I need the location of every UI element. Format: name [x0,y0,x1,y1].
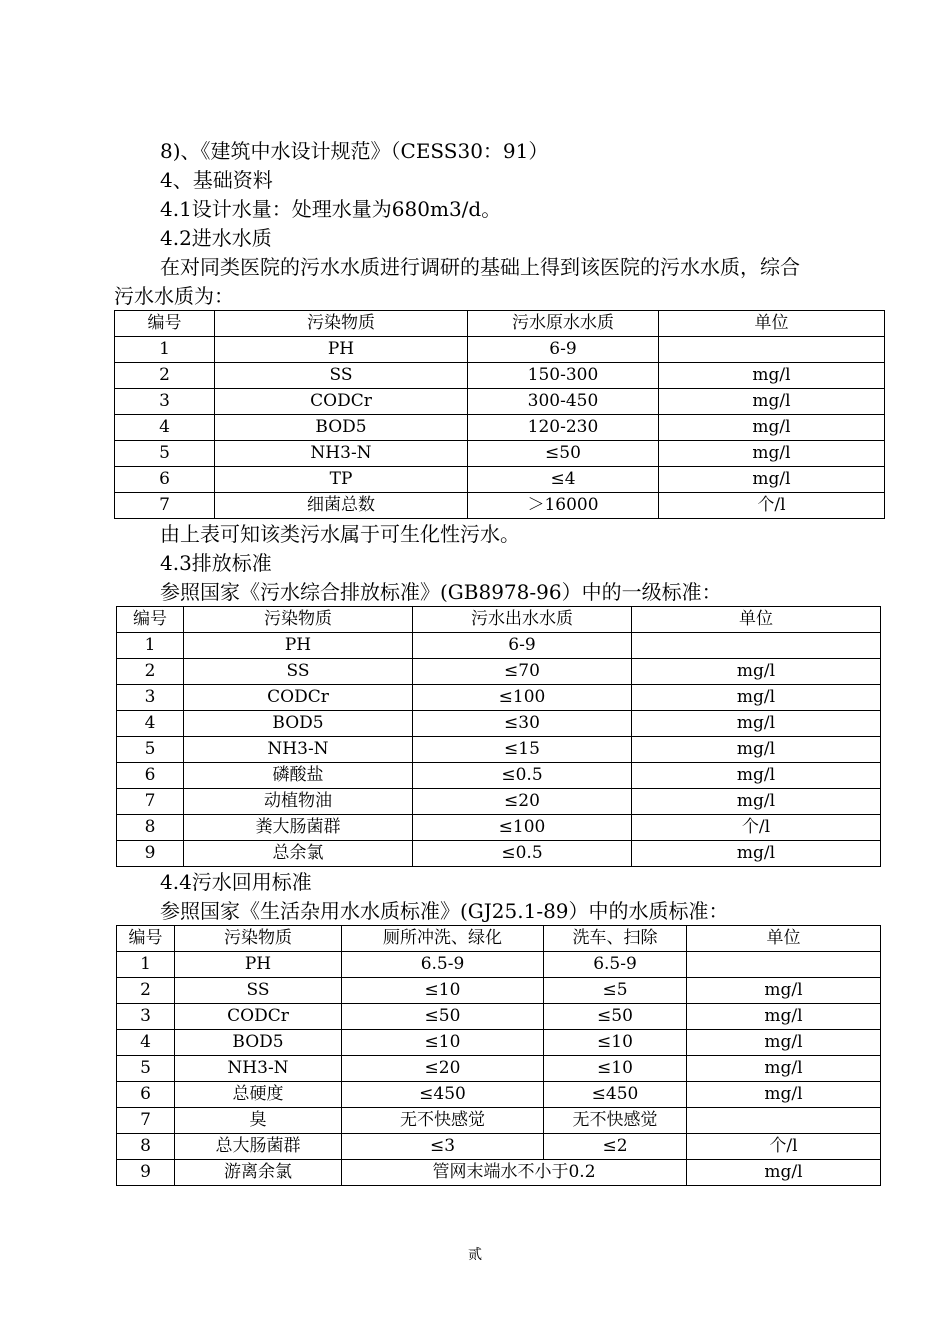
table-row [117,737,881,763]
table-cell: NH3-N [175,1056,342,1082]
table-cell: BOD5 [215,415,468,441]
table-cell: ≤50 [342,1004,544,1030]
table-header-row [117,607,881,633]
table-cell: 6 [117,1082,175,1108]
table-cell: mg/l [632,841,881,867]
table-cell: PH [215,337,468,363]
paragraph-influent-line2: 污水水质为： [114,284,234,308]
table-row [117,1004,881,1030]
table-cell: 9 [117,841,184,867]
table-cell: 7 [115,493,215,519]
table-cell: 3 [117,1004,175,1030]
table-cell: 无不快感觉 [342,1108,544,1134]
table-cell: NH3-N [215,441,468,467]
table-cell: 1 [117,633,184,659]
header-cell: 污水出水水质 [413,607,632,633]
table-cell: 6-9 [468,337,659,363]
table-cell: 无不快感觉 [544,1108,687,1134]
header-cell: 编号 [115,311,215,337]
table-cell: mg/l [687,1004,881,1030]
header-cell: 污水原水水质 [468,311,659,337]
table-cell: BOD5 [175,1030,342,1056]
table-cell: 臭 [175,1108,342,1134]
table-cell: ≤15 [413,737,632,763]
table-cell: CODCr [175,1004,342,1030]
table-cell: ≤0.5 [413,841,632,867]
table-cell: 磷酸盐 [184,763,413,789]
table-cell: 粪大肠菌群 [184,815,413,841]
table-cell-merged: 管网末端水不小于0.2 [342,1160,687,1186]
design-water-volume: 4.1设计水量：处理水量为680m3/d。 [160,197,502,221]
section-heading-basic-data: 4、基础资料 [160,168,273,192]
table-cell: ≤50 [468,441,659,467]
table-cell: ≤70 [413,659,632,685]
table-cell: mg/l [687,1082,881,1108]
table-cell: ≤10 [342,1030,544,1056]
header-cell: 单位 [632,607,881,633]
table-cell: 个/l [632,815,881,841]
table-cell: 个/l [687,1134,881,1160]
reuse-standard-reference: 参照国家《生活杂用水水质标准》(GJ25.1-89）中的水质标准： [160,899,729,923]
table-row [115,389,885,415]
table-cell: mg/l [687,1030,881,1056]
table-cell: 个/l [659,493,885,519]
table-row [117,659,881,685]
table-cell: 6.5-9 [544,952,687,978]
header-cell: 编号 [117,607,184,633]
table-cell [632,633,881,659]
table-row [117,1134,881,1160]
table-cell: 9 [117,1160,175,1186]
table-cell: 总余氯 [184,841,413,867]
table-cell: ≤10 [544,1056,687,1082]
table-cell: ＞16000 [468,493,659,519]
header-cell: 单位 [687,926,881,952]
table-row [115,493,885,519]
table-cell: ≤450 [342,1082,544,1108]
table-cell: 3 [115,389,215,415]
table-cell: mg/l [632,659,881,685]
table-cell: 5 [117,737,184,763]
table-cell: 5 [117,1056,175,1082]
table-cell: NH3-N [184,737,413,763]
table-cell: 游离余氯 [175,1160,342,1186]
table-cell: mg/l [632,737,881,763]
table-row [115,415,885,441]
table-cell: mg/l [632,711,881,737]
table-cell: mg/l [659,441,885,467]
header-cell: 污染物质 [184,607,413,633]
table-row [115,467,885,493]
table-cell: 7 [117,1108,175,1134]
table-cell: mg/l [632,789,881,815]
table-cell: ≤4 [468,467,659,493]
header-cell: 污染物质 [175,926,342,952]
biodegradability-note: 由上表可知该类污水属于可生化性污水。 [160,522,520,546]
table-cell [659,337,885,363]
section-heading-reuse-standard: 4.4污水回用标准 [160,870,312,894]
table-cell: ≤50 [544,1004,687,1030]
table-row [115,337,885,363]
table-cell: ≤450 [544,1082,687,1108]
table-row [117,1030,881,1056]
table-cell: ≤20 [413,789,632,815]
table-cell: BOD5 [184,711,413,737]
table-cell: 动植物油 [184,789,413,815]
table-cell: 6 [117,763,184,789]
table-cell: PH [175,952,342,978]
table-cell: 2 [115,363,215,389]
table-cell [687,1108,881,1134]
table-row [117,1108,881,1134]
table-cell: CODCr [215,389,468,415]
table-cell: mg/l [687,1160,881,1186]
table-cell: 300-450 [468,389,659,415]
table-row [117,952,881,978]
table-cell: ≤10 [342,978,544,1004]
reference-item-8: 8)、《建筑中水设计规范》（CESS30：91） [160,139,549,163]
reuse-standard-table [116,925,881,1186]
table-cell: 4 [117,1030,175,1056]
table-row [117,633,881,659]
table-cell: mg/l [687,978,881,1004]
discharge-standard-reference: 参照国家《污水综合排放标准》(GB8978-96）中的一级标准： [160,580,722,604]
table-cell: ≤2 [544,1134,687,1160]
table-cell: 6 [115,467,215,493]
table-cell: 6-9 [413,633,632,659]
table-row [117,685,881,711]
discharge-standard-table [116,606,881,867]
table-cell: SS [184,659,413,685]
table-row [117,1056,881,1082]
table-cell: ≤3 [342,1134,544,1160]
table-cell: 8 [117,1134,175,1160]
table-cell: ≤0.5 [413,763,632,789]
table-cell: ≤5 [544,978,687,1004]
table-cell: 120-230 [468,415,659,441]
influent-quality-table [114,310,885,519]
paragraph-influent-line1: 在对同类医院的污水水质进行调研的基础上得到该医院的污水水质，综合 [160,255,800,279]
table-row [117,1160,881,1186]
table-cell: 2 [117,659,184,685]
header-cell: 厕所冲洗、绿化 [342,926,544,952]
table-row [117,978,881,1004]
table-cell: ≤100 [413,815,632,841]
table-cell [687,952,881,978]
table-cell: PH [184,633,413,659]
table-row [117,789,881,815]
header-cell: 污染物质 [215,311,468,337]
table-row [117,1082,881,1108]
table-cell: 4 [115,415,215,441]
table-cell: ≤10 [544,1030,687,1056]
table-cell: mg/l [659,467,885,493]
table-cell: 1 [117,952,175,978]
table-cell: CODCr [184,685,413,711]
table-cell: 5 [115,441,215,467]
table-row [115,363,885,389]
table-row [117,711,881,737]
table-cell: mg/l [687,1056,881,1082]
table-cell: 8 [117,815,184,841]
table-header-row [117,926,881,952]
table-cell: TP [215,467,468,493]
section-heading-influent-quality: 4.2进水水质 [160,226,272,250]
table-cell: mg/l [632,763,881,789]
table-cell: SS [175,978,342,1004]
table-cell: 2 [117,978,175,1004]
table-cell: 4 [117,711,184,737]
table-header-row [115,311,885,337]
table-cell: 7 [117,789,184,815]
table-cell: ≤20 [342,1056,544,1082]
table-cell: ≤100 [413,685,632,711]
table-cell: mg/l [659,415,885,441]
table-row [117,841,881,867]
table-cell: mg/l [632,685,881,711]
header-cell: 洗车、扫除 [544,926,687,952]
table-cell: mg/l [659,363,885,389]
section-heading-discharge-standard: 4.3排放标准 [160,551,272,575]
table-cell: 3 [117,685,184,711]
table-row [117,763,881,789]
table-cell: mg/l [659,389,885,415]
header-cell: 单位 [659,311,885,337]
table-cell: 1 [115,337,215,363]
table-cell: 150-300 [468,363,659,389]
table-cell: 总大肠菌群 [175,1134,342,1160]
table-cell: 总硬度 [175,1082,342,1108]
table-cell: 6.5-9 [342,952,544,978]
header-cell: 编号 [117,926,175,952]
table-row [117,815,881,841]
table-cell: 细菌总数 [215,493,468,519]
table-cell: ≤30 [413,711,632,737]
table-row [115,441,885,467]
page-number: 贰 [468,1247,482,1263]
table-cell: SS [215,363,468,389]
